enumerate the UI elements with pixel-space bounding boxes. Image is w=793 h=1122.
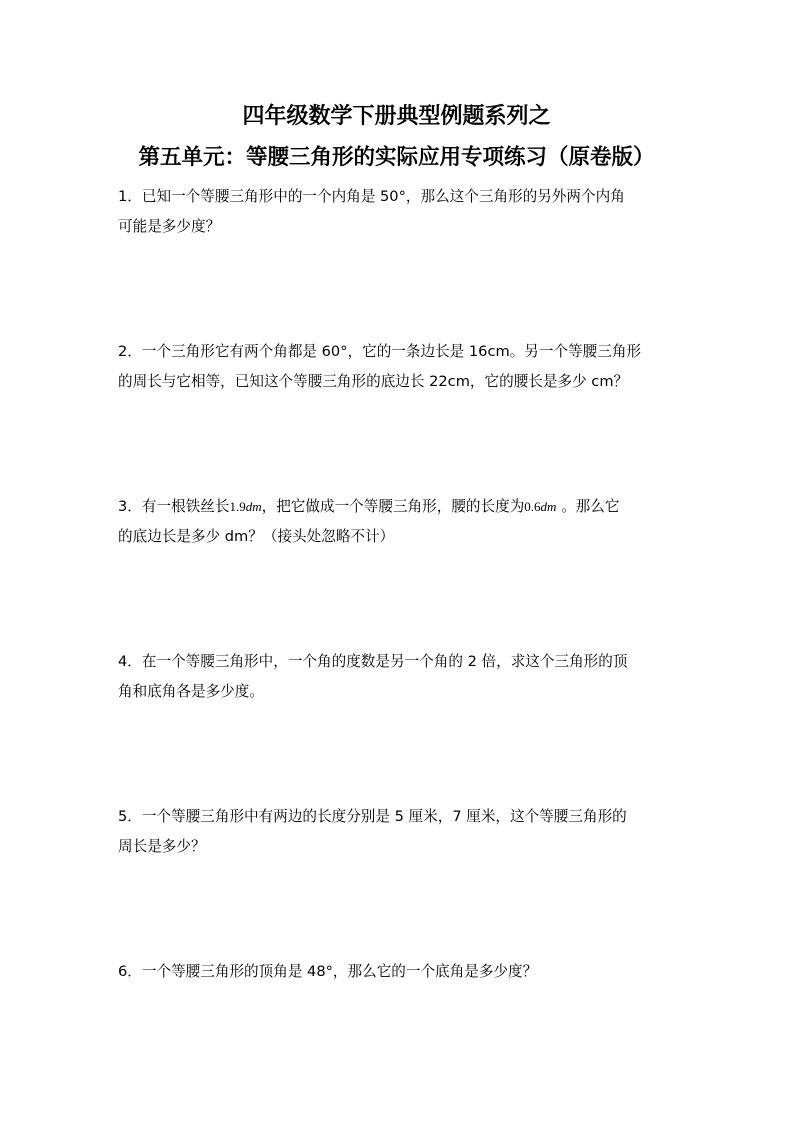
question-text-line: 的底边长是多少 dm？（接头处忽略不计） <box>118 528 395 545</box>
question-2 <box>118 337 678 397</box>
math-expression-wire-length: 1.9dm <box>229 499 262 514</box>
question-text: 3．有一根铁丝长 <box>118 498 230 515</box>
question-text-line: 5．一个等腰三角形中有两边的长度分别是 5 厘米，7 厘米，这个等腰三角形的 <box>118 808 627 825</box>
question-5 <box>118 802 678 862</box>
question-text: ，把它做成一个等腰三角形，腰的长度为 <box>261 498 525 515</box>
question-text-line: 1．已知一个等腰三角形中的一个内角是 50°，那么这个三角形的另外两个内角 <box>118 188 625 205</box>
document-title-unit: 第五单元：等腰三角形的实际应用专项练习（原卷版） <box>138 145 655 170</box>
question-text-line: 可能是多少度？ <box>118 218 221 235</box>
question-text-line <box>118 492 678 522</box>
question-1 <box>118 182 678 242</box>
question-3 <box>118 492 678 552</box>
math-expression-leg-length: 0.6dm <box>524 499 557 514</box>
question-text-line: 角和底角各是多少度。 <box>118 683 264 700</box>
question-4 <box>118 647 678 707</box>
question-text-line: 的周长与它相等，已知这个等腰三角形的底边长 22cm，它的腰长是多少 cm？ <box>118 373 629 390</box>
question-6 <box>118 957 678 987</box>
question-text: 。那么它 <box>556 498 620 515</box>
question-text-line: 2．一个三角形它有两个角都是 60°，它的一条边长是 16cm。另一个等腰三角形 <box>118 343 642 360</box>
question-text-line: 周长是多少？ <box>118 838 206 855</box>
question-text-line: 6．一个等腰三角形的顶角是 48°，那么它的一个底角是多少度？ <box>118 963 538 980</box>
document-title-series: 四年级数学下册典型例题系列之 <box>242 104 551 129</box>
question-text-line: 4．在一个等腰三角形中，一个角的度数是另一个角的 2 倍，求这个三角形的顶 <box>118 653 628 670</box>
